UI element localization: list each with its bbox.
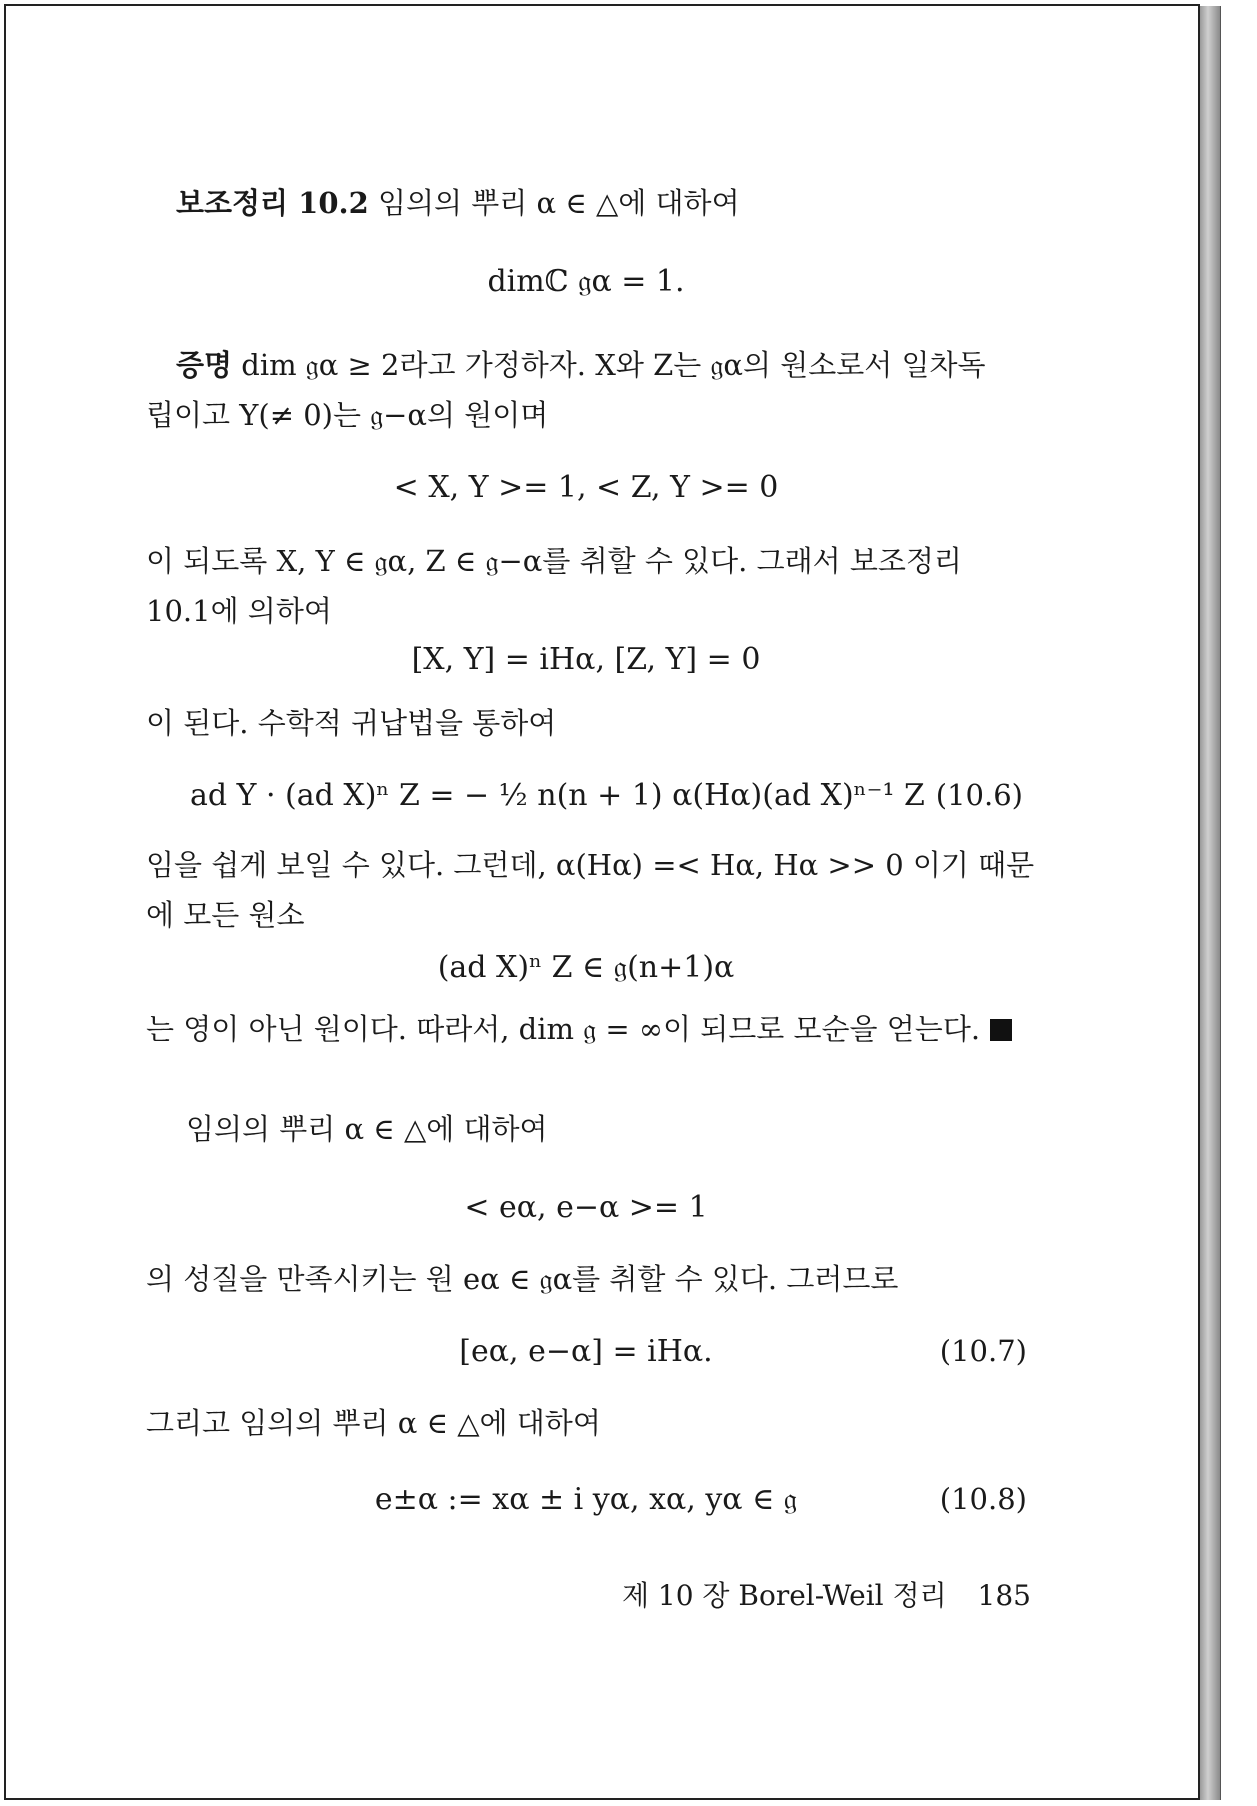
equation-number-10-6: (10.6) — [935, 778, 1023, 812]
equation-e-alpha: < eα, e−α >= 1 — [464, 1190, 708, 1225]
qed-square-icon — [990, 1019, 1012, 1041]
para4 — [146, 1012, 1012, 1047]
para2: 이 된다. 수학적 귀납법을 통하여 — [146, 706, 557, 740]
proof-text-1: dim 𝔤α ≥ 2라고 가정하자. X와 Z는 𝔤α의 원소로서 일차독 — [241, 348, 986, 382]
para4-text: 는 영이 아닌 원이다. 따라서, dim 𝔤 = ∞이 되므로 모순을 얻는다. — [146, 1012, 981, 1046]
page-edge — [1200, 6, 1221, 1800]
para1-line-2: 10.1에 의하여 — [146, 594, 332, 628]
para3-line-1: 임을 쉽게 보일 수 있다. 그런데, α(Hα) =< Hα, Hα >> 0 이기 때문 — [146, 848, 1035, 882]
lemma-heading — [176, 186, 740, 221]
proof-line-1 — [176, 348, 986, 383]
para5: 임의의 뿌리 α ∈ △에 대하여 — [186, 1112, 548, 1146]
para1-line-1: 이 되도록 X, Y ∈ 𝔤α, Z ∈ 𝔤−α를 취할 수 있다. 그래서 보조정리 — [146, 544, 962, 578]
proof-label: 증명 — [176, 348, 233, 382]
equation-ad-power: (ad X)ⁿ Z ∈ 𝔤(n+1)α — [437, 950, 735, 985]
equation-10-7: [eα, e−α] = iHα. — [459, 1334, 713, 1369]
page-footer — [622, 1574, 1031, 1614]
lemma-statement: 임의의 뿌리 α ∈ △에 대하여 — [378, 186, 740, 220]
equation-10-8: e±α := xα ± i yα, xα, yα ∈ 𝔤 — [374, 1482, 798, 1517]
equation-dim: dimℂ 𝔤α = 1. — [487, 264, 685, 299]
equation-inner-products: < X, Y >= 1, < Z, Y >= 0 — [393, 470, 779, 505]
proof-line-2: 립이고 Y(≠ 0)는 𝔤−α의 원이며 — [146, 398, 549, 432]
para3-line-2: 에 모든 원소 — [146, 898, 305, 932]
equation-brackets: [X, Y] = iHα, [Z, Y] = 0 — [411, 642, 761, 677]
lemma-label: 보조정리 10.2 — [176, 186, 369, 220]
equation-number-10-8: (10.8) — [939, 1482, 1027, 1516]
equation-10-6: ad Y · (ad X)ⁿ Z = − ½ n(n + 1) α(Hα)(ad X)ⁿ⁻¹ Z — [190, 778, 925, 813]
para7: 그리고 임의의 뿌리 α ∈ △에 대하여 — [146, 1406, 601, 1440]
footer-page-number: 185 — [977, 1579, 1031, 1612]
footer-chapter: 제 10 장 Borel-Weil 정리 — [621, 1579, 947, 1612]
equation-number-10-7: (10.7) — [939, 1334, 1027, 1368]
para6: 의 성질을 만족시키는 원 eα ∈ 𝔤α를 취할 수 있다. 그러므로 — [146, 1262, 899, 1296]
